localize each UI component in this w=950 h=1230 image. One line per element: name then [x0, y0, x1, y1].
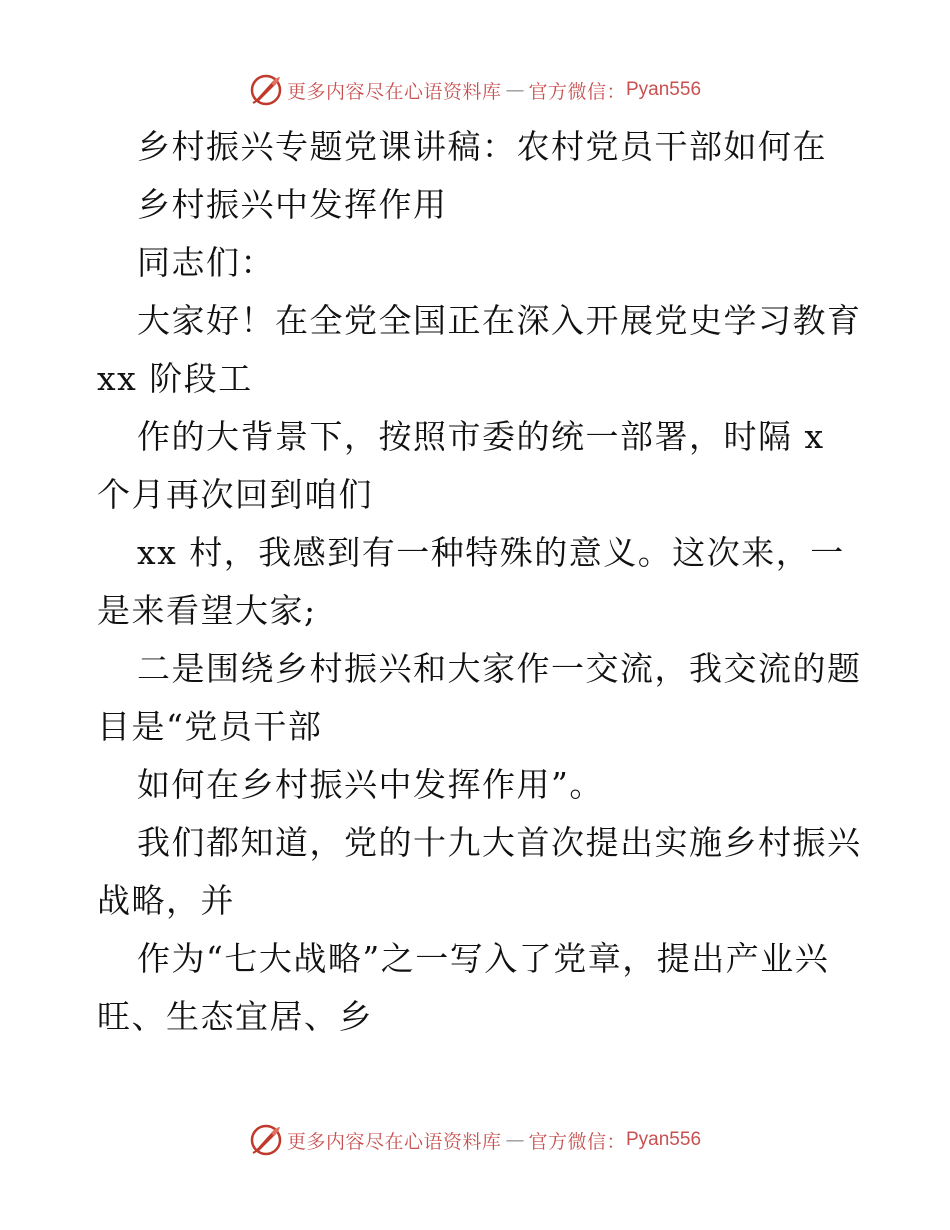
- paragraph-line: xx 阶段工: [97, 359, 253, 398]
- paragraph-line: xx 村，我感到有一种特殊的意义。这次来，一: [137, 533, 845, 572]
- header-watermark: [0, 70, 950, 110]
- watermark-text: 更多内容尽在心语资料库: [286, 80, 502, 103]
- salutation: 同志们：: [137, 243, 275, 282]
- paragraph-line: 旺、生态宜居、乡: [97, 997, 373, 1036]
- watermark-suffix: 官方微信：: [528, 80, 626, 103]
- paragraph-line: 是来看望大家;: [97, 591, 317, 630]
- paragraph-line: 我们都知道，党的十九大首次提出实施乡村振兴: [137, 823, 862, 862]
- paragraph-line: 二是围绕乡村振兴和大家作一交流，我交流的题: [137, 649, 862, 688]
- title-line-2: 乡村振兴中发挥作用: [137, 185, 448, 224]
- paragraph-line: 个月再次回到咱们: [97, 475, 373, 514]
- watermark-suffix: 官方微信：: [528, 1130, 626, 1153]
- paragraph-line: 大家好！在全党全国正在深入开展党史学习教育: [137, 301, 862, 340]
- quill-logo-icon: [249, 1123, 283, 1157]
- footer-watermark: [0, 1120, 950, 1160]
- paragraph-line: 作为“七大战略”之一写入了党章，提出产业兴: [137, 939, 830, 978]
- watermark-wechat-id: Pyan556: [626, 79, 702, 100]
- document-body: [97, 118, 862, 1046]
- quill-logo-icon: [249, 73, 283, 107]
- paragraph-line: 作的大背景下，按照市委的统一部署，时隔 x: [137, 417, 825, 456]
- watermark-wechat-id: Pyan556: [626, 1129, 702, 1150]
- paragraph-line: 如何在乡村振兴中发挥作用”。: [137, 765, 604, 804]
- watermark-text: 更多内容尽在心语资料库: [286, 1130, 502, 1153]
- watermark-separator: —: [505, 1129, 525, 1151]
- watermark-separator: —: [505, 79, 525, 101]
- paragraph-line: 目是“党员干部: [97, 707, 323, 746]
- title-line-1: 乡村振兴专题党课讲稿：农村党员干部如何在: [137, 127, 827, 166]
- paragraph-line: 战略，并: [97, 881, 235, 920]
